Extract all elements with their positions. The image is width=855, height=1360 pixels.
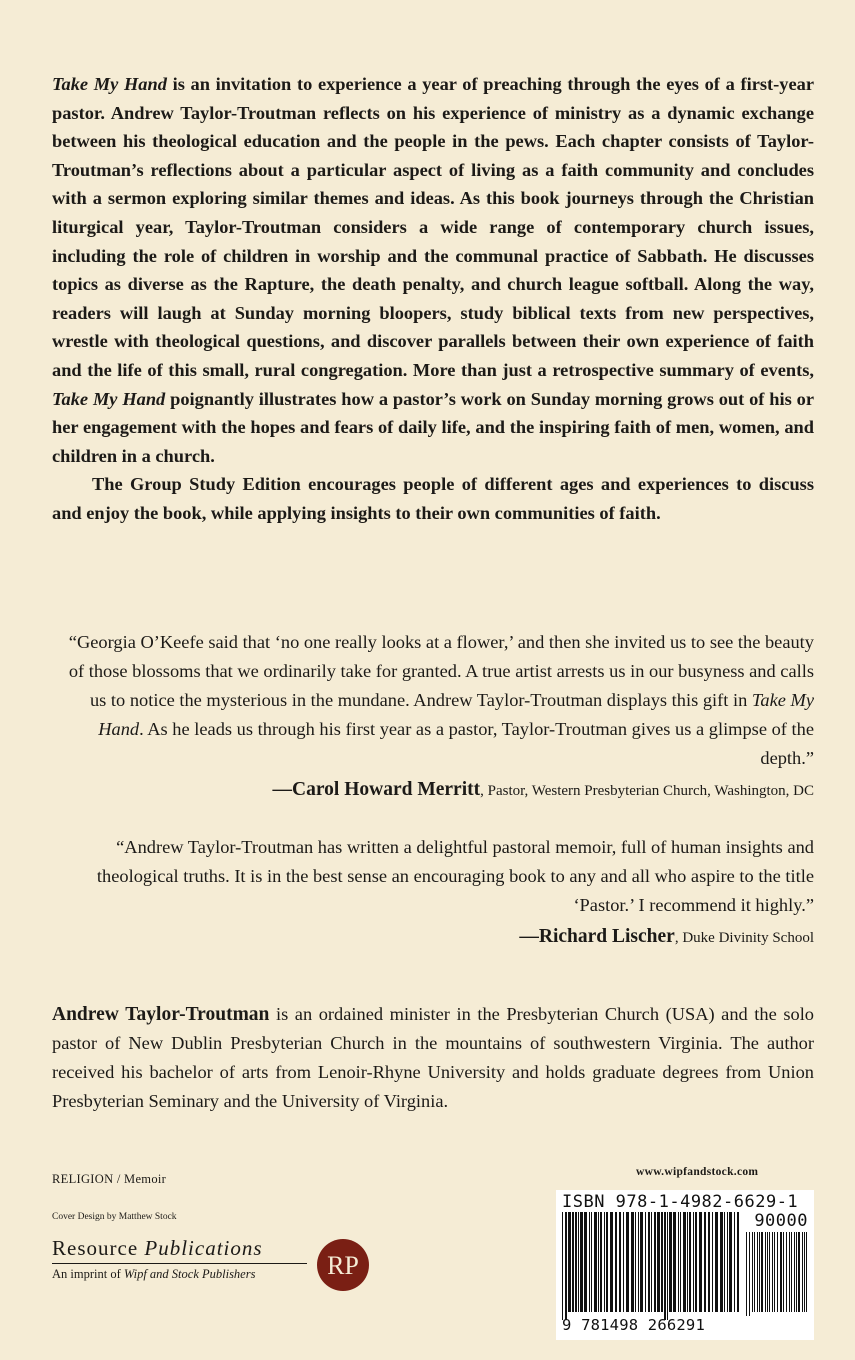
barcode-bar <box>669 1212 672 1312</box>
barcode-bar <box>789 1232 790 1312</box>
barcode-bar <box>699 1212 702 1312</box>
endorser-affiliation: , Duke Divinity School <box>674 930 814 946</box>
barcode-bar <box>687 1212 688 1312</box>
quote-text: “Georgia O’Keefe said that ‘no one really looks at a flower,’ and then she invited us to see the beauty of those blossoms that we ordinarily take for granted. A true artist arrests us in our busyness and calls us to notice the mysterious in the mundane. Andrew Taylor-Troutman displays this gift in Take My Hand. As he leads us through his first year as a pastor, Taylor-Troutman gives us a glimpse of the depth.” <box>68 632 814 768</box>
barcode-bar <box>640 1212 643 1312</box>
barcode-bar <box>654 1212 656 1312</box>
barcode-bar <box>704 1212 706 1312</box>
barcode-bar <box>806 1232 807 1312</box>
quote-text: “Andrew Taylor-Troutman has written a delightful pastoral memoir, full of human insights and theological truths. It is in the best sense an encouraging book to any and all who aspire to the title ‘Pastor.’ I recommend it highly.” <box>96 837 814 915</box>
barcode-bar <box>761 1232 763 1312</box>
barcode-bar <box>648 1212 650 1312</box>
barcode-bar <box>667 1212 668 1320</box>
endorsement-quote <box>52 628 814 806</box>
barcode-bar <box>600 1212 602 1312</box>
description-paragraph-1: Take My Hand is an invitation to experience a year of preaching through the eyes of a first-year pastor. Andrew Taylor-Troutman reflects on his experience of ministry as a dynamic exchange between his theological education and the people in the pews. Each chapter consists of Taylor-Troutman’s reflections about a particular aspect of living as a faith community and concludes with a sermon exploring similar themes and ideas. As this book journeys through the Christian liturgical year, Taylor-Troutman considers a wide range of contemporary church issues, including the role of children in worship and the communal practice of Sabbath. He discusses topics as diverse as the Rapture, the death penalty, and church league softball. Along the way, readers will laugh at Sunday morning bloopers, study biblical texts from new perspectives, wrestle with theological questions, and discover parallels between their own experience of faith and the life of this small, rural congregation. More than just a retrospective summary of events, Take My Hand poignantly illustrates how a pastor’s work on Sunday morning grows out of his or her engagement with the hopes and fears of daily life, and the inspiring faith of men, women, and children in a church. <box>52 74 814 466</box>
isbn-label: ISBN 978-1-4982-6629-1 <box>562 1192 799 1212</box>
barcode-bar <box>772 1232 773 1312</box>
barcode-bar <box>796 1232 797 1312</box>
barcode-bar <box>635 1212 636 1312</box>
barcode-bar <box>661 1212 663 1312</box>
barcode-bar <box>664 1212 666 1320</box>
author-name: Andrew Taylor-Troutman <box>52 1004 270 1025</box>
barcode-bar <box>715 1212 718 1312</box>
barcode-bar <box>580 1212 583 1312</box>
barcode-bar <box>712 1212 713 1312</box>
ean-barcode-bars <box>562 1212 742 1322</box>
barcode-bar <box>568 1212 571 1312</box>
barcode-bar <box>783 1232 784 1312</box>
barcode-bar <box>765 1232 766 1312</box>
publisher-imprint: An imprint of Wipf and Stock Publishers <box>52 1267 256 1281</box>
barcode-bar <box>651 1212 652 1312</box>
endorser-affiliation: , Pastor, Western Presbyterian Church, Washington, DC <box>480 783 814 799</box>
barcode-bar <box>584 1212 587 1312</box>
quote-attribution: —Richard Lischer, Duke Divinity School <box>519 926 814 947</box>
barcode-bar <box>606 1212 608 1312</box>
barcode-bar <box>734 1212 735 1312</box>
publisher-website: www.wipfandstock.com <box>636 1166 759 1178</box>
barcode-bar <box>724 1212 725 1312</box>
barcode-bar <box>591 1212 592 1312</box>
barcode-bar <box>780 1232 782 1312</box>
barcode-bar <box>729 1212 732 1312</box>
barcode-bar <box>589 1212 590 1312</box>
barcode-bar <box>737 1212 739 1312</box>
barcode-bar <box>794 1232 795 1312</box>
book-title: Take My Hand <box>52 74 167 94</box>
endorser-name: Carol Howard Merritt <box>292 779 481 800</box>
barcode-bar <box>752 1232 753 1312</box>
barcode-bar <box>693 1212 694 1312</box>
barcode-bar <box>623 1212 624 1312</box>
barcode-bar <box>626 1212 629 1312</box>
barcode-bar <box>695 1212 697 1312</box>
barcode-bar <box>619 1212 621 1312</box>
author-bio: Andrew Taylor-Troutman is an ordained minister in the Presbyterian Church (USA) and the solo pastor of New Dublin Presbyterian Church in the mountains of southwestern Virginia. The author received his bachelor of arts from Lenoir-Rhyne University and holds graduate degrees from Union Presbyterian Seminary and the University of Virginia. <box>52 1004 814 1111</box>
barcode-bar <box>759 1232 760 1312</box>
publisher-name: Resource Publications <box>52 1236 307 1264</box>
barcode-bar <box>562 1212 563 1320</box>
supplement-barcode-bars <box>746 1232 810 1320</box>
barcode-bar <box>798 1232 800 1312</box>
barcode-bar <box>572 1212 574 1312</box>
barcode-bar <box>754 1232 755 1312</box>
barcode-bar <box>631 1212 634 1312</box>
barcode-bar <box>720 1212 723 1312</box>
barcode-bar <box>769 1232 770 1312</box>
endorser-name: Richard Lischer <box>538 926 675 947</box>
barcode-bar <box>645 1212 646 1312</box>
barcode-bar <box>565 1212 567 1320</box>
price-supplement-code: 90000 <box>754 1211 808 1231</box>
barcode-bar <box>804 1232 805 1312</box>
barcode-bar <box>615 1212 617 1312</box>
barcode-bar <box>610 1212 613 1312</box>
isbn-barcode <box>556 1190 814 1340</box>
barcode-digits: 9 781498 266291 <box>562 1316 705 1334</box>
barcode-bar <box>683 1212 686 1312</box>
endorsement-quote <box>52 833 814 953</box>
publisher-block <box>52 1236 307 1282</box>
barcode-bar <box>708 1212 710 1312</box>
barcode-bar <box>791 1232 792 1312</box>
barcode-bar <box>749 1232 750 1316</box>
barcode-bar <box>802 1232 803 1312</box>
barcode-bar <box>767 1232 768 1312</box>
barcode-bar <box>680 1212 681 1312</box>
barcode-bar <box>575 1212 577 1312</box>
barcode-bar <box>673 1212 676 1312</box>
cover-design-credit: Cover Design by Matthew Stock <box>52 1212 177 1222</box>
book-description <box>52 70 814 528</box>
barcode-bar <box>657 1212 660 1312</box>
barcode-bar <box>727 1212 728 1312</box>
rp-monogram-icon <box>316 1238 370 1292</box>
barcode-bar <box>604 1212 605 1312</box>
barcode-bar <box>786 1232 787 1312</box>
description-paragraph-2: The Group Study Edition encourages people of different ages and experiences to discuss and enjoy the book, while applying insights to their own communities of faith. <box>52 474 814 523</box>
book-title: Take My Hand <box>52 388 166 409</box>
category-label: RELIGION / Memoir <box>52 1172 167 1186</box>
barcode-bar <box>578 1212 579 1312</box>
barcode-bar <box>638 1212 639 1312</box>
barcode-bar <box>689 1212 691 1312</box>
quote-attribution: —Carol Howard Merritt, Pastor, Western Presbyterian Church, Washington, DC <box>272 779 814 800</box>
barcode-bar <box>757 1232 758 1312</box>
logo-text: RP <box>327 1251 359 1280</box>
barcode-bar <box>746 1232 747 1316</box>
barcode-bar <box>598 1212 599 1312</box>
barcode-bar <box>774 1232 775 1312</box>
barcode-bar <box>777 1232 778 1312</box>
barcode-bar <box>594 1212 597 1312</box>
barcode-bar <box>678 1212 679 1312</box>
